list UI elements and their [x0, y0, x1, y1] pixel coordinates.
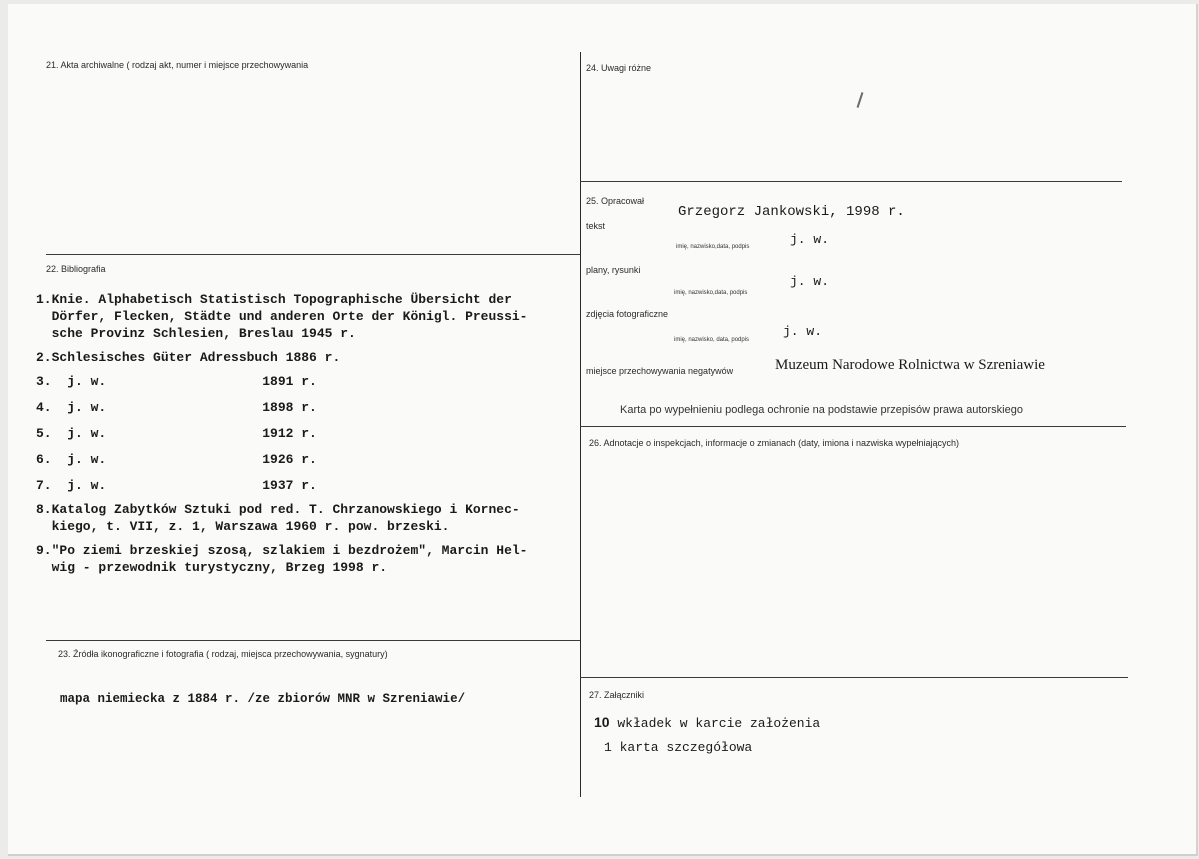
pencil-mark — [857, 92, 864, 108]
bibliography-line: Dörfer, Flecken, Städte und anderen Orte der Königl. Preussi- — [36, 309, 528, 324]
divider-21-22 — [46, 254, 580, 255]
bibliography-entry — [36, 451, 527, 468]
divider-26-27 — [580, 677, 1128, 678]
bibliography-entry — [36, 542, 527, 576]
section-21-label: 21. Akta archiwalne ( rodzaj akt, numer i miejsce przechowywania — [46, 60, 309, 70]
negatives-location-value: Muzeum Narodowe Rolnictwa w Szreniawie — [775, 357, 1045, 373]
bibliography-list — [36, 291, 527, 583]
bibliography-entry — [36, 399, 527, 416]
bibliography-line: 6. j. w. 1926 r. — [36, 452, 317, 467]
bibliography-line: kiego, t. VII, z. 1, Warszawa 1960 r. pow. brzeski. — [36, 519, 450, 534]
attachment-1-text: wkładek w karcie założenia — [609, 716, 821, 731]
bibliography-entry — [36, 373, 527, 390]
copyright-notice: Karta po wypełnieniu podlega ochronie na podstawie przepisów prawa autorskiego — [620, 404, 1023, 416]
section-26-label: 26. Adnotacje o inspekcjach, informacje o zmianach (daty, imiona i nazwiska wypełniających) — [589, 438, 960, 448]
photos-jw: j. w. — [783, 324, 823, 339]
bibliography-entry — [36, 425, 527, 442]
record-card — [8, 4, 1198, 856]
section-27-label: 27. Załączniki — [589, 690, 645, 700]
bibliography-line: 5. j. w. 1912 r. — [36, 426, 317, 441]
column-divider — [580, 52, 581, 797]
attachment-count: 10 — [594, 714, 610, 730]
text-author-jw: j. w. — [790, 232, 830, 247]
bibliography-entry — [36, 501, 527, 535]
bibliography-entry — [36, 349, 527, 366]
bibliography-entry — [36, 477, 527, 494]
divider-22-23 — [46, 640, 580, 641]
divider-25-26 — [580, 426, 1126, 427]
bibliography-line: 3. j. w. 1891 r. — [36, 374, 317, 389]
photos-label: zdjęcia fotograficzne — [586, 309, 669, 319]
drawings-sublabel: imię, nazwisko,data, podpis — [674, 290, 748, 296]
text-author-label: tekst — [586, 221, 606, 231]
bibliography-line: 4. j. w. 1898 r. — [36, 400, 317, 415]
attachment-1 — [594, 714, 820, 731]
bibliography-line: sche Provinz Schlesien, Breslau 1945 r. — [36, 326, 356, 341]
iconographic-source-text: mapa niemiecka z 1884 r. /ze zbiorów MNR w Szreniawie/ — [60, 692, 466, 706]
attachment-2: 1 karta szczegółowa — [604, 740, 753, 755]
drawings-jw: j. w. — [790, 274, 830, 289]
bibliography-line: 8.Katalog Zabytków Sztuki pod red. T. Chrzanowskiego i Kornec- — [36, 502, 520, 517]
bibliography-line: 1.Knie. Alphabetisch Statistisch Topographische Übersicht der — [36, 292, 512, 307]
section-23-label: 23. Źródła ikonograficzne i fotografia ( rodzaj, miejsca przechowywania, sygnatury) — [58, 649, 388, 659]
drawings-label: plany, rysunki — [586, 265, 641, 275]
photos-sublabel: imię, nazwisko, data, podpis — [674, 337, 750, 343]
divider-24-25 — [580, 181, 1122, 182]
text-author-value: Grzegorz Jankowski, 1998 r. — [678, 204, 905, 220]
bibliography-line: wig - przewodnik turystyczny, Brzeg 1998 r. — [36, 560, 388, 575]
bibliography-entry — [36, 291, 527, 342]
bibliography-line: 9."Po ziemi brzeskiej szosą, szlakiem i bezdrożem", Marcin Hel- — [36, 543, 528, 558]
text-author-sublabel: imię, nazwisko,data, podpis — [676, 244, 750, 250]
negatives-location-label: miejsce przechowywania negatywów — [586, 366, 734, 376]
section-24-label: 24. Uwagi różne — [586, 63, 652, 73]
section-25-label: 25. Opracował — [586, 196, 645, 206]
bibliography-line: 2.Schlesisches Güter Adressbuch 1886 r. — [36, 350, 341, 365]
bibliography-line: 7. j. w. 1937 r. — [36, 478, 317, 493]
section-22-label: 22. Bibliografia — [46, 264, 106, 274]
